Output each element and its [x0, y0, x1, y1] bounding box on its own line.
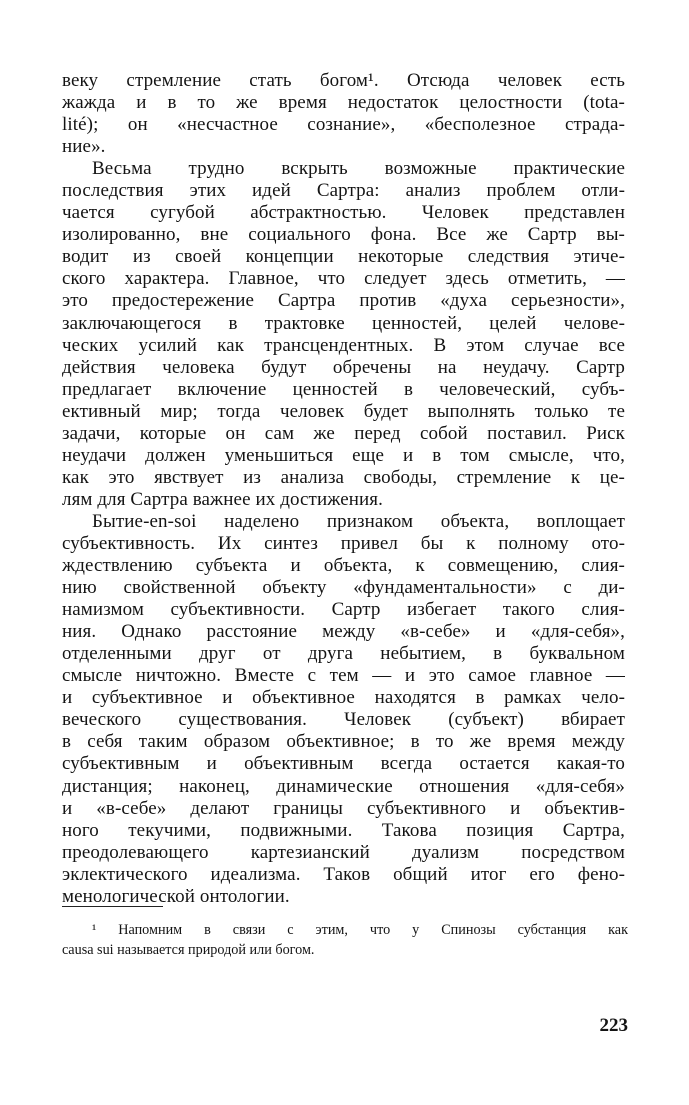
- text-line: неудачи должен уменьшиться еще и в том смысле, что,: [62, 444, 625, 466]
- paragraph-start-line: Весьма трудно вскрыть возможные практические: [92, 158, 625, 180]
- text-line: чается сугубой абстрактностью. Человек представлен: [62, 202, 625, 224]
- text-line: lité); он «несчастное сознание», «бесполезное страда-: [62, 114, 625, 136]
- text-line: последствия этих идей Сартра: анализ проблем отли-: [62, 180, 625, 202]
- text-line: нию свойственной объекту «фундаментальности» с ди-: [62, 577, 625, 599]
- footnote-line: causa sui называется природой или богом.: [62, 942, 315, 958]
- footnote-line: ¹ Напомним в связи с этим, что у Спинозы субстанция как: [92, 922, 628, 938]
- text-line: отделенными друг от друга небытием, в буквальном: [62, 643, 625, 665]
- text-line: веку стремление стать богом¹. Отсюда человек есть: [62, 70, 625, 91]
- page-number: 223: [599, 1015, 628, 1036]
- footnote: [62, 920, 628, 960]
- text-line: ческих усилий как трансцендентных. В этом случае все: [62, 334, 625, 356]
- text-line: в себя таким образом объективное; в то же время между: [62, 731, 625, 753]
- text-line: дистанция; наконец, динамические отношения «для-себя»: [62, 775, 625, 797]
- text-line: предлагает включение ценностей в человеческий, субъ-: [62, 378, 625, 400]
- text-line: изолированно, вне социального фона. Все же Сартр вы-: [62, 224, 625, 246]
- footnote-divider: [62, 906, 163, 907]
- text-line: намизмом субъективности. Сартр избегает такого слия-: [62, 599, 625, 621]
- text-line: ного текучими, подвижными. Такова позиция Сартра,: [62, 819, 625, 841]
- text-line: ние».: [62, 136, 106, 158]
- text-line: действия человека будут обречены на неудачу. Сартр: [62, 356, 625, 378]
- text-line: и «в-себе» делают границы субъективного и объектив-: [62, 797, 625, 819]
- text-line: жажда и в то же время недостаток целостности (tota-: [62, 92, 625, 114]
- main-text: [62, 70, 625, 908]
- text-line: субъективным и объективным всегда остается какая-то: [62, 753, 625, 775]
- text-line: как это явствует из анализа свободы, стремление к це-: [62, 466, 625, 488]
- text-line: лям для Сартра важнее их достижения.: [62, 488, 383, 510]
- text-line: субъективность. Их синтез привел бы к полному ото-: [62, 532, 625, 554]
- text-line: водит из своей концепции некоторые следствия этиче-: [62, 246, 625, 268]
- text-line: преодолевающего картезианский дуализм посредством: [62, 841, 625, 863]
- text-line: веческого существования. Человек (субъект) вбирает: [62, 709, 625, 731]
- text-line: смысле ничтожно. Вместе с тем — и это самое главное —: [62, 665, 625, 687]
- text-line: заключающегося в трактовке ценностей, целей челове-: [62, 312, 625, 334]
- text-line: ния. Однако расстояние между «в-себе» и «для-себя»,: [62, 621, 625, 643]
- text-line: менологической онтологии.: [62, 885, 290, 907]
- text-line: задачи, которые он сам же перед собой поставил. Риск: [62, 422, 625, 444]
- text-line: ского характера. Главное, что следует здесь отметить, —: [62, 268, 625, 290]
- text-line: эклектического идеализма. Таков общий итог его фено-: [62, 863, 625, 885]
- text-line: это предостережение Сартра против «духа серьезности»,: [62, 290, 625, 312]
- paragraph-start-line: Бытие-en-soi наделено признаком объекта, воплощает: [92, 510, 625, 532]
- text-line: ективный мир; тогда человек будет выполнять только те: [62, 400, 625, 422]
- text-line: и субъективное и объективное находятся в рамках чело-: [62, 687, 625, 709]
- text-line: ждествлению субъекта и объекта, к совмещению, слия-: [62, 555, 625, 577]
